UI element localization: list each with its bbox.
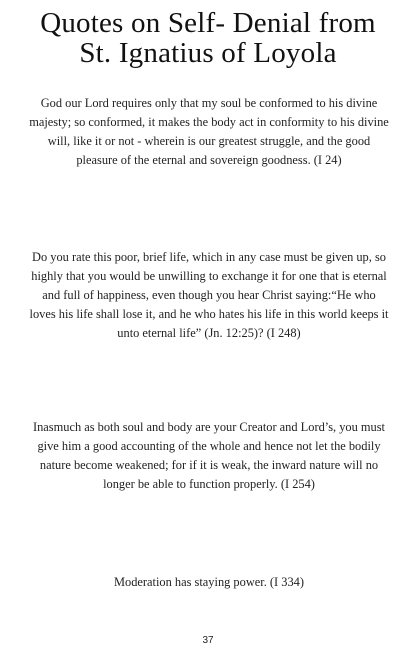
quote-paragraph-4: Moderation has staying power. (I 334) [114,575,304,589]
page-title [0,8,416,68]
quote-paragraph-3: Inasmuch as both soul and body are your Creator and Lord’s, you must give him a good accounting of the whole and hence not let the bodily nature become weakened; for if it is weak, the inward nature will no longer be able to function properly. (I 254) [32,420,386,491]
page-number: 37 [202,635,214,646]
quote-paragraph-1: God our Lord requires only that my soul be conformed to his divine majesty; so conformed, it makes the body act in conformity to his divine will, like it or not - wherein is our greatest struggle, and the good pleasure of the eternal and sovereign goodness. (I 24) [29,96,389,167]
quote-paragraph-2: Do you rate this poor, brief life, which in any case must be given up, so highly that you would be unwilling to exchange it for one that is eternal and full of happiness, even though you hear Christ saying:“He who loves his life shall lose it, and he who hates his life in this world keeps it unto eternal life” (Jn. 12:25)? (I 248) [29,250,389,340]
page-title-line-1: Quotes on Self- Denial from [40,7,376,39]
page-title-line-2: St. Ignatius of Loyola [79,37,337,69]
